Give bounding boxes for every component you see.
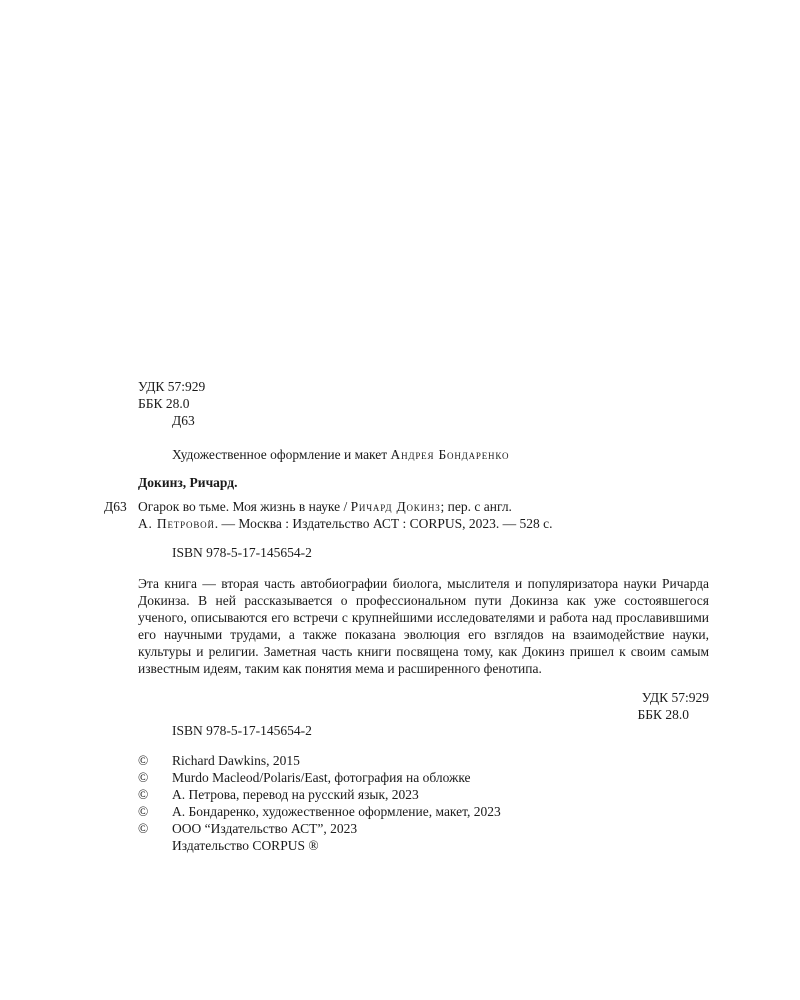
designer-name: Андрея Бондаренко <box>390 447 510 462</box>
entry-title-line <box>138 498 512 515</box>
copyright-line <box>138 803 501 820</box>
bbk-code-right: ББК 28.0 <box>637 707 689 722</box>
design-credit-text: Художественное оформление и макет <box>172 447 391 462</box>
isbn-repeat: ISBN 978-5-17-145654-2 <box>172 723 312 738</box>
entry-isbn: ISBN 978-5-17-145654-2 <box>172 545 312 560</box>
author-mark: Д63 <box>172 413 195 428</box>
entry-imprint: . — Москва : Издательство АСТ : CORPUS, 2023. — 528 с. <box>214 516 553 531</box>
copyright-symbol: © <box>138 770 149 785</box>
annotation: Эта книга — вторая часть автобиографии биолога, мыслителя и популяризатора науки Ричарда Докинза. В ней рассказывается о профессиональном пути Докинза как уже состоявшегося ученого, описываются его встречи с крупнейшими исследователями и работа над прославившими его научными трудами, а также показана эволюция его взглядов на взаимодействие науки, культуры и религии. Заметная часть книги посвящена тому, как Докинз пришел к своим самым известным идеям, таким как понятия мема и расширенного фенотипа. <box>138 576 709 676</box>
copyright-line <box>138 769 501 786</box>
entry-translation: ; пер. с англ. <box>440 499 512 514</box>
copyright-text: Murdo Macleod/Polaris/East, фотография на обложке <box>172 770 471 785</box>
entry-title: Огарок во тьме. Моя жизнь в науке / <box>138 499 351 514</box>
translator-name: А. Петровой <box>138 516 215 531</box>
publisher-mark: Издательство CORPUS ® <box>172 838 319 853</box>
copyright-symbol: © <box>138 787 149 802</box>
copyright-list <box>138 752 501 854</box>
copyright-symbol: © <box>138 821 149 836</box>
copyright-symbol: © <box>138 753 149 768</box>
copyright-line <box>138 752 501 769</box>
design-credit <box>172 446 509 463</box>
author-heading: Докинз, Ричард. <box>138 475 238 490</box>
copyright-symbol: © <box>138 804 149 819</box>
udk-code: УДК 57:929 <box>138 379 206 394</box>
entry-author-name: Ричард Докинз <box>350 499 441 514</box>
bbk-code: ББК 28.0 <box>138 396 190 411</box>
publisher-mark-line <box>138 837 501 854</box>
entry-publication-line <box>138 515 553 532</box>
copyright-text: ООО “Издательство АСТ”, 2023 <box>172 821 358 836</box>
udk-code-right: УДК 57:929 <box>641 690 709 705</box>
copyright-text: А. Петрова, перевод на русский язык, 2023 <box>172 787 419 802</box>
entry-author-mark: Д63 <box>104 499 127 514</box>
copyright-text: А. Бондаренко, художественное оформление, макет, 2023 <box>172 804 501 819</box>
copyright-line <box>138 820 501 837</box>
copyright-line <box>138 786 501 803</box>
copyright-text: Richard Dawkins, 2015 <box>172 753 300 768</box>
